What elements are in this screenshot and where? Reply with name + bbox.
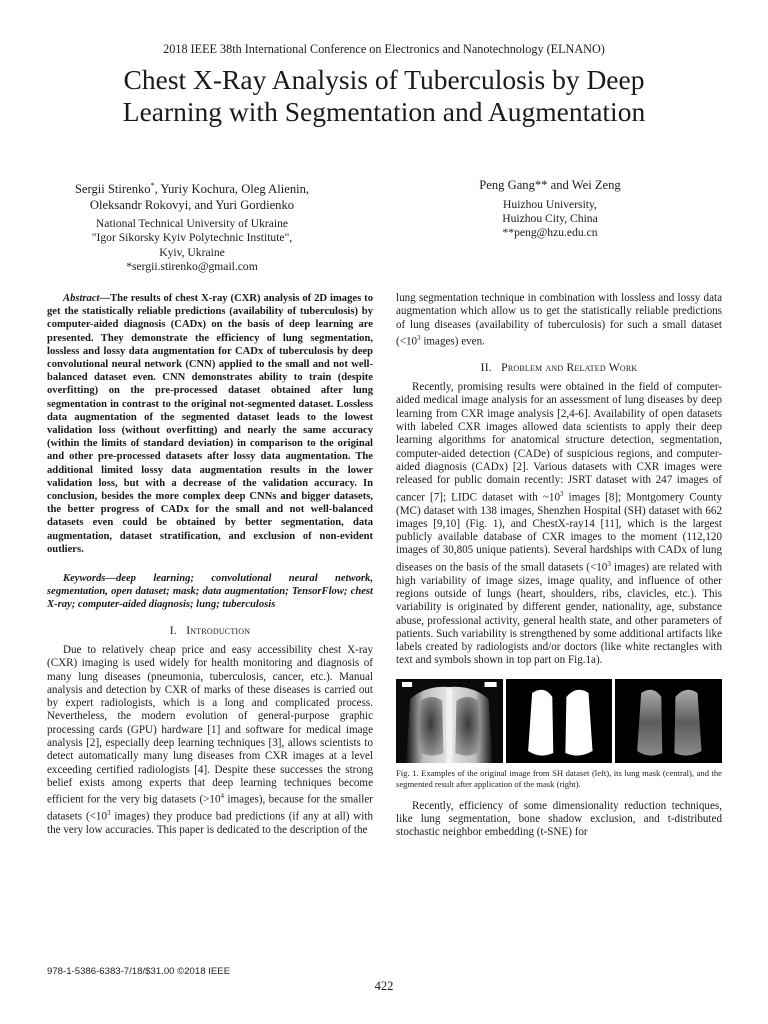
title-line-1: Chest X-Ray Analysis of Tuberculosis by Deep: [123, 64, 645, 95]
related-work-paragraph-2: Recently, efficiency of some dimensionality reduction techniques, like lung segmentation, bone shadow exclusion, and t-distributed stochastic neighbor embedding (t-SNE) for: [396, 799, 722, 839]
conference-header: 2018 IEEE 38th International Conference on Electronics and Nanotechnology (ELNANO): [163, 42, 605, 56]
section-heading-related-work: II. Problem and Related Work: [480, 360, 638, 374]
email-left: *sergii.stirenko@gmail.com: [126, 259, 258, 273]
chest-xray-original-image: [396, 679, 503, 763]
paper-title: [40, 64, 728, 128]
segmented-lungs-image: [615, 679, 722, 763]
author-block-left: [60, 178, 324, 274]
author-block-right: [428, 178, 672, 240]
title-line-2: Learning with Segmentation and Augmentation: [122, 96, 646, 127]
keywords: Keywords—deep learning; convolutional neural network, segmentation, open dataset; mask; data augmentation; TensorFlow; chest X-ray; computer-aided diagnosis; lung; tuberculosis: [47, 573, 373, 611]
affiliation-right: Huizhou University, Huizhou City, China **peng@hzu.edu.cn: [428, 198, 672, 241]
author-names-left: Sergii Stirenko*, Yuriy Kochura, Oleg Alienin, Oleksandr Rokovyi, and Yuri Gordienko: [74, 181, 310, 212]
figure-1: [396, 679, 722, 763]
email-right: **peng@hzu.edu.cn: [502, 225, 598, 239]
intro-paragraph: Due to relatively cheap price and easy accessibility chest X-ray (CXR) imaging is used widely for health monitoring and diagnosis of many lung diseases (pneumonia, tuberculosis, cancer, etc.). Manual analysis and detection by CXR of marks of these diseases is carried out by expert radiologists, which is a long and complicated process. Nevertheless, the modern evolution of general-purpose graphic processing cards (GPU) hardware [1] and software for medical image analysis [2], especially deep learning techniques [3], allows scientists to detect automatically many lung diseases from CXR images at a level exceeding certified radiologists [4]. Despite these successes the strong belief exists among experts that deep learning techniques become efficient for the very big datasets ($>10^4$ images), because for the smaller datasets ($<10^3$ images) they produce bad predictions (if any at all) with the very low accuracies. This paper is dedicated to the description of the: [47, 643, 374, 837]
right-column: [396, 292, 722, 840]
page-number: 422: [374, 979, 394, 993]
author-names-right: Peng Gang** and Wei Zeng: [479, 178, 621, 192]
footer-isbn: 978-1-5386-6383-7/18/$31.00 ©2018 IEEE: [47, 966, 231, 977]
left-column: [47, 292, 373, 838]
intro-continuation: lung segmentation technique in combination with lossless and lossy data augmentation which allow us to get the statistically reliable predictions of lung diseases (availability of tuberculosis) for such a small dataset ($<10^3$ images) even.: [396, 292, 722, 348]
figure-1-caption: Fig. 1. Examples of the original image from SH dataset (left), its lung mask (central), and the segmented result after application of the mask (right).: [396, 767, 722, 789]
lung-mask-image: [506, 679, 613, 763]
affiliation-left: National Technical University of Ukraine "Igor Sikorsky Kyiv Polytechnic Institute", Kyiv, Ukraine *sergii.stirenko@gmail.com: [60, 217, 324, 274]
section-heading-introduction: I. Introduction: [169, 623, 251, 637]
abstract: Abstract—The results of chest X-ray (CXR) analysis of 2D images to get the statistically reliable predictions (availability of tuberculosis) by computer-aided diagnosis (CADx) on the basis of deep learning are presented. They demonstrate the efficiency of lung segmentation, lossless and lossy data augmentation for CADx of tuberculosis by deep convolutional neural network (CNN) applied to the small and not well-balanced dataset even. CNN demonstrates ability to train (despite overfitting) on the pre-processed dataset obtained after lung segmentation in contrast to the original not-segmented dataset. Lossless data augmentation of the segmented dataset leads to the lowest validation loss (without overfitting) and nearly the same accuracy (within the limits of standard deviation) in comparison to the original and other pre-processed datasets after lossy data augmentation. The additional limited lossy data augmentation results in the lower validation loss, but with a decrease of the validation accuracy. In conclusion, besides the more complex deep CNNs and bigger datasets, the better progress of CADx for the small and not well-balanced datasets even could be obtained by better segmentation, data augmentation, dataset stratification, and exclusion of non-evident outliers.: [47, 293, 373, 555]
related-work-paragraph: Recently, promising results were obtained in the field of computer-aided medical image analysis for an assessment of lung diseases by deep learning from CXR image analysis [2,4-6]. Availability of open datasets with labeled CXR images allowed data scientists to apply their deep learning algorithms for anatomical structure detection, segmentation, computer-aided detection (CADe) of suspicious regions, and computer-aided diagnosis (CADx) [2]. Various datasets with CXR images were released for public domain recently: JSRT dataset with 247 images of cancer [7]; LIDC dataset with $\sim 10^3$ images [8]; Montgomery County (MC) dataset with 138 images, Shenzhen Hospital (SH) dataset with 662 images [9,10] (Fig. 1), and ChestX-ray14 [11], which is the largest publicly available database of CXR images to the moment (112,120 images of 30,805 unique patients). Several hardships with CADx of lung diseases on the basis of the small datasets ($<10^3$ images) are related with high variability of image sizes, image quality, and influence of other regions outside of lungs (heart, shoulders, ribs, clavicles, etc.). This variability is originated by different gender, nationality, age, substance abuse, professional activity, general health state, and other parameters of patients. Such variability is strengthened by some additional artifacts like labels created by radiologists and/or doctors (like white rectangles with text and symbols shown in top part on Fig.1a).: [396, 381, 723, 667]
